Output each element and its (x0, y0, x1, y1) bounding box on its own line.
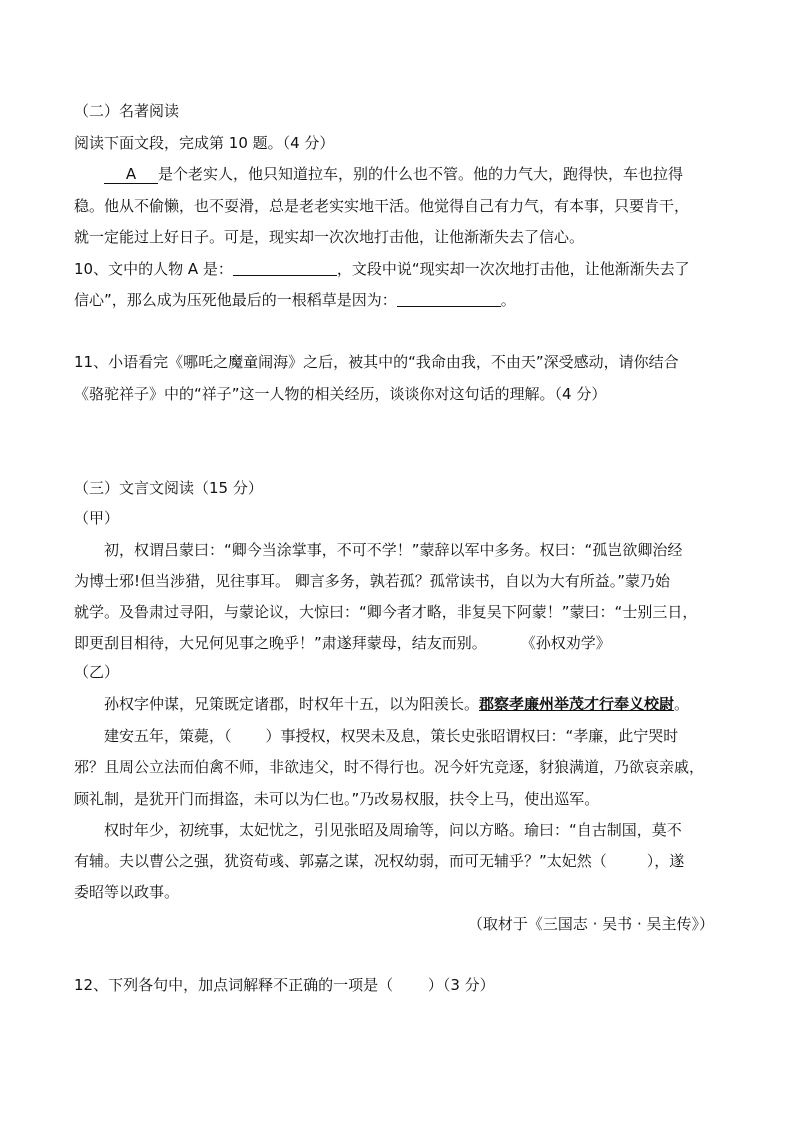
yi-paragraph-3-line-1: 权时年少，初统事，太妃忧之，引见张昭及周瑜等，问以方略。瑜曰：“自古制国，莫不 (104, 821, 682, 839)
underlined-sentence: 郡察孝廉州举茂才行奉义校尉 (479, 695, 675, 713)
yi-paragraph-2-line-1 (104, 726, 678, 746)
blank-a: A (104, 166, 158, 184)
passage-line-2: 稳。他从不偷懒，也不耍滑，总是老老实实地干活。他觉得自己有力气，有本事，只要肯干， (74, 197, 690, 215)
q10-text: ，文段中说“现实却一次次地打击他，让他渐渐失去了 (336, 260, 690, 278)
yi-text: 孙权字仲谋，兄策既定诸郡，时权年十五，以为阳羡长。 (104, 695, 480, 713)
passage-label-yi: （乙） (74, 663, 120, 681)
yi-line: 顾礼制，是犹开门而揖盗，未可以为仁也。”乃改易权服，扶令上马，使出巡军。 (74, 790, 600, 808)
section-heading-3: （三）文言文阅读（15 分） (74, 479, 263, 497)
jia-text: 即更刮目相待，大兄何见事之晚乎！”肃遂拜蒙母，结友而别。 (74, 634, 487, 652)
question-11-line-2: 《骆驼祥子》中的“祥子”这一人物的相关经历，谈谈你对这句话的理解。（4 分） (74, 385, 607, 403)
q10-text: 信心”，那么成为压死他最后的一根稻草是因为： (74, 291, 397, 309)
yi-text: ），遂 (646, 852, 685, 870)
yi-text: ）事授权，权哭未及息，策长史张昭谓权曰：“孝廉，此宁哭时 (265, 727, 679, 745)
q10-text: 。 (500, 291, 516, 309)
yi-paragraph-1 (104, 694, 689, 714)
jia-line: 初，权谓吕蒙曰：“卿今当涂掌事，不可不学！”蒙辞以军中多务。权曰：“孤岂欲卿治经 (104, 541, 683, 559)
question-10-line-2 (74, 290, 516, 310)
answer-blank-2[interactable] (397, 290, 501, 307)
q10-text: 10、文中的人物 A 是： (74, 260, 233, 278)
yi-text: 建安五年，策薨，（ (104, 727, 232, 745)
jia-line: 为博士邪!但当涉猎，见往事耳。 卿言多务，孰若孤？孤常读书，自以为大有所益。”蒙乃始 (74, 572, 671, 590)
question-10-line-1 (74, 259, 690, 279)
jia-line: 就学。及鲁肃过寻阳，与蒙论议，大惊曰：“卿今者才略，非复吴下阿蒙！”蒙曰：“士别三日， (74, 603, 698, 621)
section-heading-2: （二）名著阅读 (74, 102, 180, 120)
passage-label-jia: （甲） (74, 509, 120, 527)
passage-text: 是个老实人，他只知道拉车，别的什么也不管。他的力气大，跑得快，车也拉得 (158, 165, 684, 183)
question-11-line-1: 11、小语看完《哪吒之魔童闹海》之后，被其中的“我命由我，不由天”深受感动，请你结合 (74, 353, 679, 371)
yi-text: 。 (674, 695, 690, 713)
jia-line (74, 633, 611, 653)
source-citation: （取材于《三国志 · 吴书 · 吴主传》） (467, 915, 714, 933)
instruction-q10: 阅读下面文段，完成第 10 题。（4 分） (74, 134, 335, 152)
jia-source: 《孙权劝学》 (520, 634, 611, 652)
yi-line: 邪？且周公立法而伯禽不师，非欲违父，时不得行也。况今奸宄竞逐，豺狼满道，乃欲哀亲戚， (74, 758, 705, 776)
passage-line-1 (104, 164, 683, 184)
question-12: 12、下列各句中，加点词解释不正确的一项是（ ）（3 分） (74, 976, 495, 994)
yi-paragraph-3-line-3: 委昭等以政事。 (74, 883, 180, 901)
yi-text: 有辅。夫以曹公之强，犹资荀彧、郭嘉之谋，况权幼弱，而可无辅乎？”太妃然（ (74, 852, 607, 870)
passage-line-3: 就一定能过上好日子。可是，现实却一次次地打击他，让他渐渐失去了信心。 (74, 228, 585, 246)
answer-blank-1[interactable] (233, 259, 337, 276)
yi-paragraph-3-line-2 (74, 851, 684, 871)
